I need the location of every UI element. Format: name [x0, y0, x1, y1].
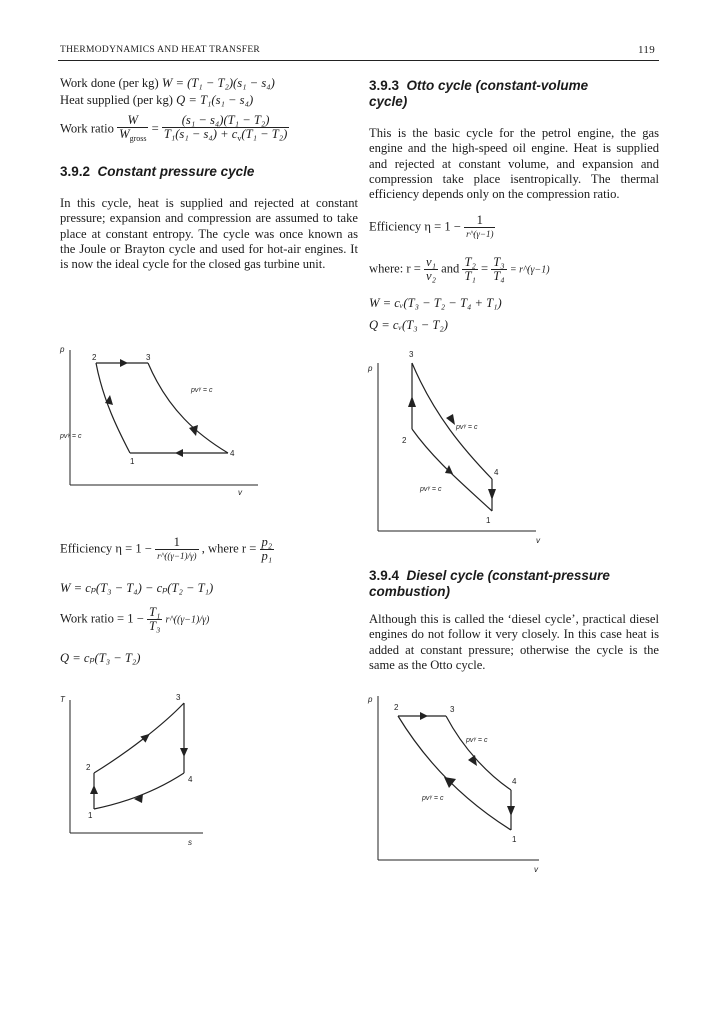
work-ratio-rhs-num: (s₁ − s₄)(T₁ − T₂) — [181, 113, 270, 127]
heat-supplied-label: Heat supplied (per kg) — [60, 93, 173, 107]
work-ratio-2-eq — [60, 606, 209, 633]
ts-axis-y-label: T — [60, 695, 65, 704]
section-3-9-3-heading — [369, 78, 659, 110]
work-ratio-label: Work ratio — [60, 121, 114, 136]
otto-efficiency-label: Efficiency η = 1 − — [369, 219, 461, 234]
efficiency-where: , where r = — [201, 541, 257, 556]
ts-point-1: 1 — [88, 811, 93, 820]
diesel-point-4: 4 — [512, 777, 517, 786]
otto-curve-label-upper: pvᵞ = c — [456, 424, 478, 431]
otto-point-1: 1 — [486, 516, 491, 525]
otto-point-2: 2 — [402, 436, 407, 445]
section-3-9-4-heading — [369, 568, 659, 600]
ts-axis-x-label: s — [188, 838, 192, 847]
efficiency-eq — [60, 536, 274, 563]
otto-efficiency-num: 1 — [464, 214, 495, 228]
otto-efficiency-den: r^(γ−1) — [466, 229, 494, 239]
diesel-axis-y-label: p — [368, 695, 373, 704]
pressure-ratio-frac — [260, 536, 275, 563]
pv-axis-x-label: v — [238, 488, 242, 497]
diesel-point-1: 1 — [512, 835, 517, 844]
page-number: 119 — [638, 44, 655, 56]
ts-point-4: 4 — [188, 775, 193, 784]
compression-ratio-num: v₁ — [426, 255, 436, 269]
diesel-curve-label-upper: pvᵞ = c — [466, 737, 488, 744]
temp-ratio-2 — [491, 256, 506, 283]
pv-point-3: 3 — [146, 353, 151, 362]
otto-curve-label-lower: pvᵞ = c — [420, 486, 442, 493]
constant-pressure-ts-diagram — [58, 690, 258, 850]
work-ratio-2-frac — [147, 606, 162, 633]
otto-where-label: where: r = — [369, 261, 421, 276]
pv-axis-y-label: p — [60, 345, 65, 354]
otto-where-and: and — [441, 261, 460, 276]
heat-supplied-line — [60, 93, 253, 108]
diesel-section-title-line1: Diesel cycle (constant-pressure — [406, 568, 610, 583]
pv-curve-label-upper: pvᵞ = c — [191, 387, 213, 394]
ts-point-3: 3 — [176, 693, 181, 702]
compression-ratio-frac — [424, 256, 438, 283]
otto-section-title-line2: cycle) — [369, 94, 408, 109]
diesel-point-3: 3 — [450, 705, 455, 714]
diesel-section-title-line2: combustion) — [369, 584, 450, 599]
diesel-pv-diagram — [364, 690, 554, 880]
pressure-ratio-num: p₂ — [261, 535, 273, 549]
otto-section-title-line1: Otto cycle (constant-volume — [406, 78, 589, 93]
efficiency-label: Efficiency η = 1 − — [60, 541, 152, 556]
section-number: 3.9.2 — [60, 164, 91, 179]
pv-point-2: 2 — [92, 353, 97, 362]
work-ratio-2-label: Work ratio = 1 − — [60, 611, 144, 626]
work-ratio-2-num: T₁ — [149, 605, 161, 619]
diesel-axis-x-label: v — [534, 865, 538, 874]
work-done-label: Work done (per kg) — [60, 76, 159, 90]
work-ratio-rhs-tail: (T₁ − T₂) — [241, 127, 288, 141]
pv-curve-label-lower: pvᵞ = c — [60, 433, 82, 440]
otto-pv-diagram — [364, 345, 554, 545]
compression-ratio-den: v₂ — [426, 269, 436, 283]
temp-ratio-1 — [462, 256, 477, 283]
work-ratio-lhs-num: W — [127, 113, 138, 127]
pv-point-4: 4 — [230, 449, 235, 458]
work-done-expr: W = (T₁ − T₂)(s₁ − s₄) — [161, 76, 275, 90]
work-eq: W = cₚ(T₃ − T₄) − cₚ(T₂ − T₁) — [60, 581, 214, 595]
work-ratio-lhs-sub: gross — [129, 134, 147, 143]
otto-section-number: 3.9.3 — [369, 78, 400, 93]
efficiency-frac — [155, 536, 198, 563]
section-3-9-2-body: In this cycle, heat is supplied and rejected at constant pressure; expansion and compression are assumed to take place at constant entropy. The cycle was once known as the Joule or Brayton cycle and used for hot-air engines. It is now the ideal cycle for the closed gas turbine unit. — [60, 196, 358, 272]
work-ratio-rhs — [162, 114, 289, 145]
work-ratio-lhs-den: W — [119, 127, 130, 141]
work-ratio-rhs-sub: v — [237, 134, 242, 143]
section-3-9-3-body: This is the basic cycle for the petrol engine, the gas engine and the high-speed oil engine. Heat is supplied and rejected at constant volume, and expansion and compression take place isentropically. The thermal efficiency depends only on the compression ratio. — [369, 126, 659, 202]
section-3-9-4-body: Although this is called the ‘diesel cycle’, practical diesel engines do not follow it very closely. In this case heat is added at constant pressure; otherwise the cycle is the same as the Otto cycle. — [369, 612, 659, 672]
diesel-curve-label-lower: pvᵞ = c — [422, 795, 444, 802]
heat-eq: Q = cₚ(T₃ − T₂) — [60, 651, 141, 665]
heat-supplied-expr: Q = T₁(s₁ − s₄) — [176, 93, 254, 107]
work-ratio-2-den: T₃ — [149, 619, 161, 633]
header-rule — [58, 60, 659, 61]
work-ratio-rhs-den: T₁(s₁ − s₄) + c — [163, 127, 238, 141]
section-title: Constant pressure cycle — [97, 164, 255, 179]
otto-axis-x-label: v — [536, 536, 540, 545]
otto-efficiency-frac — [464, 214, 495, 241]
otto-efficiency-eq — [369, 214, 495, 241]
efficiency-den: r^((γ−1)/γ) — [157, 551, 197, 561]
otto-where-tail: = r^(γ−1) — [509, 264, 550, 276]
otto-heat-eq: Q = cᵥ(T₃ − T₂) — [369, 318, 448, 332]
ts-point-2: 2 — [86, 763, 91, 772]
diesel-section-number: 3.9.4 — [369, 568, 400, 583]
temp-ratio-2-num: T₃ — [493, 255, 505, 269]
work-done-line — [60, 76, 275, 91]
temp-ratio-2-den: T₄ — [493, 269, 505, 283]
otto-point-3: 3 — [409, 350, 414, 359]
running-title: THERMODYNAMICS AND HEAT TRANSFER — [60, 45, 261, 55]
work-ratio-eq: Work ratio $\frac{W}{W_{gross}}$ = $\frac{\text{(s₁ − s₄)(T₁ − T₂)}}{T_1(s_1 - s_4) + c_v(T_1 - T_2)}$ — [60, 113, 288, 143]
work-ratio-lhs — [117, 114, 148, 145]
section-3-9-2-heading — [60, 164, 254, 180]
work-ratio-2-tail: r^((γ−1)/γ) — [165, 614, 210, 626]
constant-pressure-pv-diagram — [58, 340, 308, 500]
otto-where-eq: where: r = $\frac{\text{v₁}}{\text{v₂}}$ and $\frac{\text{T₂}}{\text{T₁}}$ = $\frac{\text{T₃}}{\text{T₄}}$ = r^(γ−1) — [369, 255, 550, 283]
pv-point-1: 1 — [130, 457, 135, 466]
temp-ratio-1-den: T₁ — [464, 269, 476, 283]
temp-ratio-1-num: T₂ — [464, 255, 476, 269]
pressure-ratio-den: p₁ — [261, 549, 273, 563]
otto-axis-y-label: p — [368, 364, 373, 373]
otto-work-eq: W = cᵥ(T₃ − T₂ − T₄ + T₁) — [369, 296, 502, 310]
efficiency-num: 1 — [155, 536, 198, 550]
diesel-point-2: 2 — [394, 703, 399, 712]
otto-point-4: 4 — [494, 468, 499, 477]
